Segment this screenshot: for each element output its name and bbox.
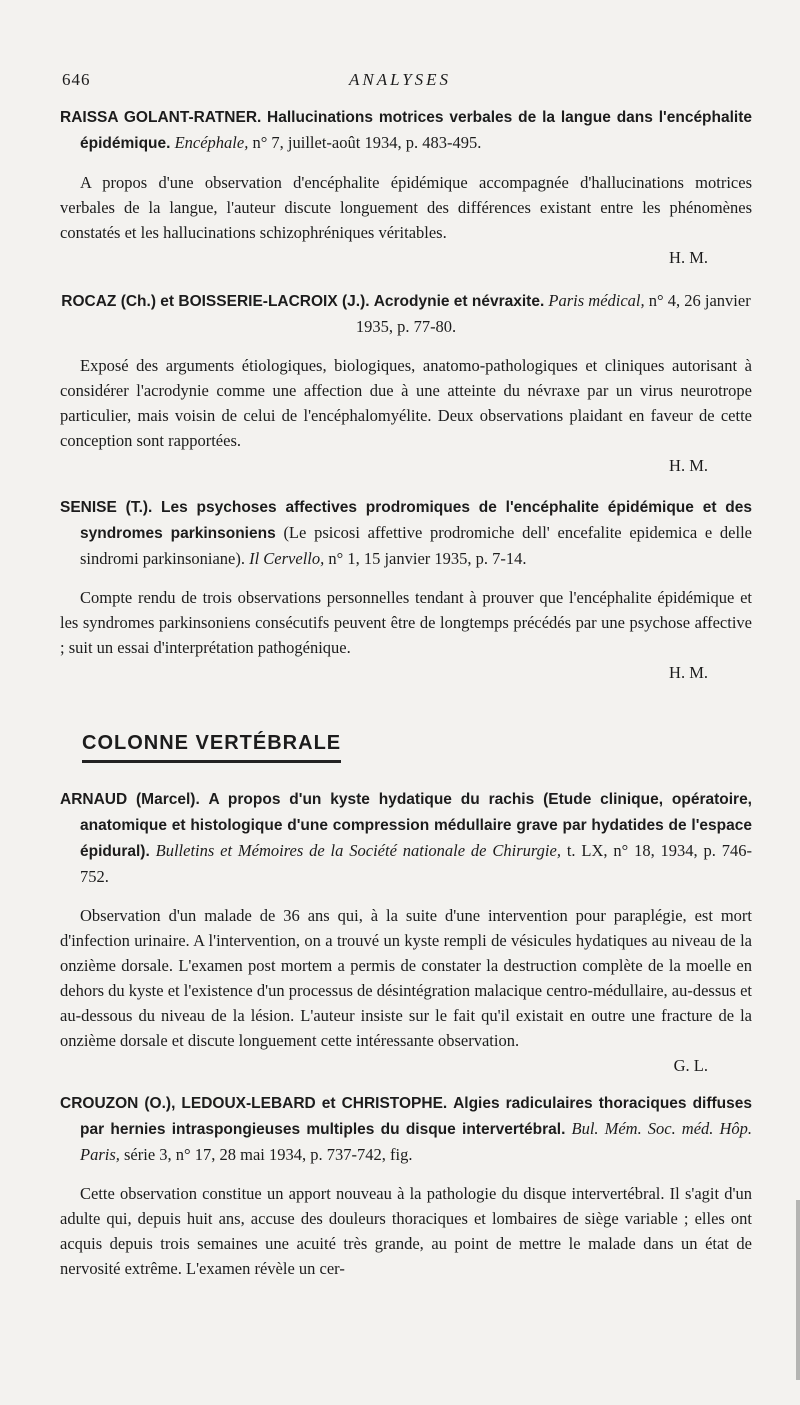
abstract-text: Exposé des arguments étiologiques, biologiques, anatomo-pathologiques et cliniques autorisant à considérer l'acrodynie comme une affection due à une atteinte du névraxe par un virus neurotrope particulier, mais voisin de celui de l'encéphalomyélite. Deux observations plaidant en faveur de cette conception sont rapportées. [60,356,752,450]
journal-name: Paris médical, [548,291,645,310]
article-title: A propos d'un kyste hydatique du rachis (Etude clinique, opératoire, anatomique et histologique d'une compression médullaire grave par hydatides de l'espace épidural). [80,791,752,860]
running-title: ANALYSES [348,70,452,89]
reference [60,104,752,156]
abstract-text: Compte rendu de trois observations personnelles tendant à prouver que l'encéphalite épidémique et les syndromes parkinsoniens consécutifs peuvent être de longtemps précédés par une psychose affective ; suit un essai d'interprétation pathogénique. [60,588,752,657]
reviewer-initials: H. M. [669,248,708,267]
authors: ROCAZ (Ch.) et BOISSERIE-LACROIX (J.). [61,293,370,310]
authors: CROUZON (O.), LEDOUX-LEBARD et CHRISTOPHE. [60,1095,448,1112]
abstract-entry [60,1090,752,1281]
authors: RAISSA GOLANT-RATNER. [60,109,262,126]
page-header [62,70,738,92]
journal-name: Encéphale, [174,133,249,152]
citation-details: n° 7, juillet-août 1934, p. 483-495. [252,133,482,152]
section-title: COLONNE VERTÉBRALE [82,732,341,763]
section-heading [82,732,341,763]
page-edge-shadow [796,1200,800,1380]
abstract-entry [60,494,752,685]
citation-details: série 3, n° 17, 28 mai 1934, p. 737-742, fig. [124,1145,413,1164]
article-title: Hallucinations motrices verbales de la langue dans l'encéphalite épidémique. [80,109,753,152]
page-number: 646 [62,70,91,89]
abstract-entry [60,786,752,1078]
authors: SENISE (T.). [60,499,153,516]
reviewer-initials: H. M. [669,663,708,682]
citation-details: t. LX, n° 18, 1934, p. 746-752. [80,841,753,886]
article-title: Acrodynie et névraxite. [373,293,545,310]
abstract-text: A propos d'une observation d'encéphalite épidémique accompagnée d'hallucinations motrices verbales de la langue, l'auteur discute longuement des différences existant entre les phénomènes constatés et les hallucinations schizophréniques véritables. [60,173,752,242]
article-title: Algies radiculaires thoraciques diffuses par hernies intraspongieuses multiples du disque intervertébral. [80,1095,752,1138]
reviewer-initials: H. M. [669,456,708,475]
reference [60,786,752,889]
abstract-text: Observation d'un malade de 36 ans qui, à la suite d'une intervention pour paraplégie, est mort d'infection urinaire. A l'intervention, on a trouvé un kyste rempli de vésicules hydatiques au niveau de la onzième dorsale. L'examen post mortem a permis de constater la destruction complète de la moelle en dehors du kyste et l'existence d'un processus de désintégration malacique centro-médullaire, au-dessus et au-dessous du niveau de la lésion. L'auteur insiste sur le fait qu'il existait en outre une fracture de la onzième dorsale et discute longuement cette intéressante observation. [60,906,752,1050]
authors: ARNAUD (Marcel). [60,791,200,808]
abstract-text: Cette observation constitue un apport nouveau à la pathologie du disque intervertébral. Il s'agit d'un adulte qui, depuis huit ans, accuse des douleurs thoraciques et lombaires de siège variable ; elles ont acquis depuis trois semaines une acuité très grande, au point de mettre le malade dans un état de nervosité extrême. L'examen révèle un cer- [60,1184,752,1278]
reference [60,1090,752,1167]
article-title: Les psychoses affectives prodromiques de l'encéphalite épidémique et des syndromes parkinsoniens [80,499,753,542]
citation-details: n° 1, 15 janvier 1935, p. 7-14. [328,549,527,568]
citation-details: n° 4, 26 janvier 1935, p. 77-80. [355,291,751,336]
journal-name: Il Cervello, [249,549,325,568]
reviewer-initials: G. L. [673,1056,708,1075]
journal-name: Bul. Mém. Soc. méd. Hôp. Paris, [80,1119,753,1164]
abstract-entry [60,288,752,478]
reference [60,288,752,339]
journal-name: Bulletins et Mémoires de la Société nationale de Chirurgie, [155,841,561,860]
reference [60,494,752,571]
abstract-entry [60,104,752,270]
original-title: (Le psicosi affettive prodromiche dell' encefalite epidemica e delle sindromi parkinsoniane). [80,523,753,568]
